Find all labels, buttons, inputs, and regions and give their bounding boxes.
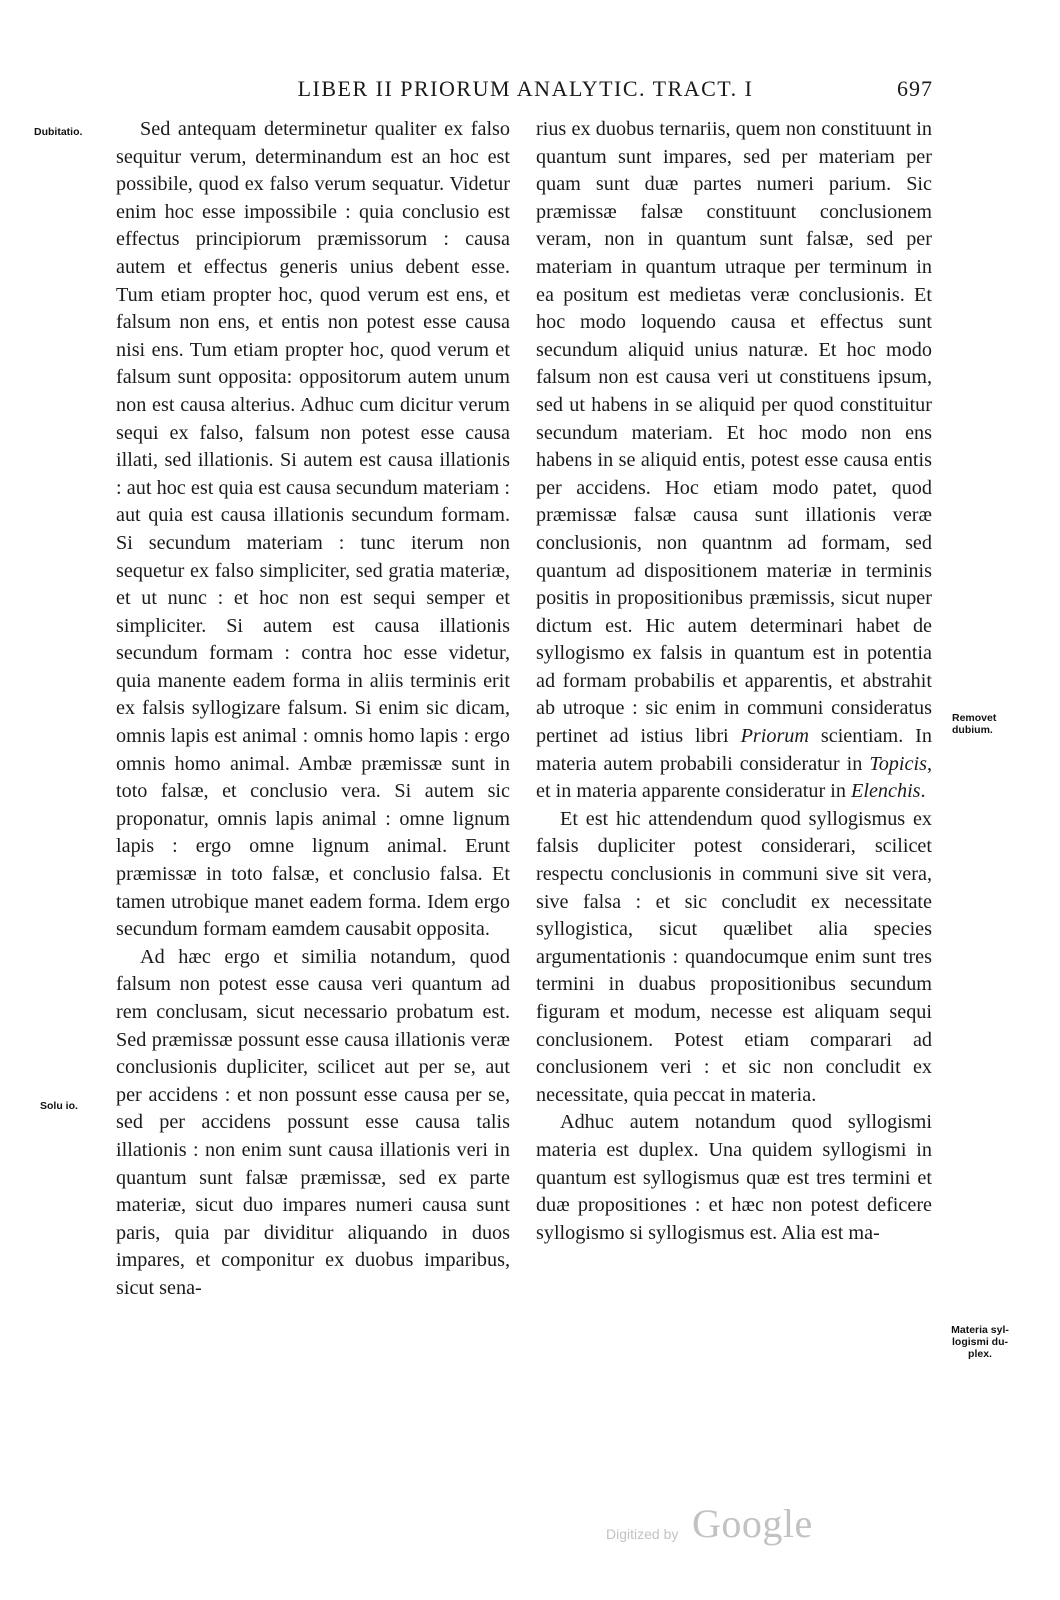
emphasis-topicis: Topicis — [869, 752, 927, 775]
paragraph-text: . — [920, 780, 926, 803]
running-header — [118, 72, 933, 108]
left-column — [116, 116, 510, 1303]
margin-note-materia — [940, 1324, 1020, 1360]
paragraph-text: rius ex duobus ternariis, quem non constituunt in quantum sunt impares, sed per materiam per quam sunt duæ partes numeri parium. Sic præmissæ falsæ constituunt conclusionem veram, non in quantum sunt falsæ, sed per materiam in quantum utraque per terminum in ea positum est medietas veræ conclusionis. Et hoc modo loquendo causa et effectus sunt secundum aliquid unius naturæ. Et hoc modo falsum non est causa veri ut constituens ipsum, sed ut habens in se aliquid per quod constituitur secundum materiam. Et hoc modo non ens habens in se aliquid entis, potest esse causa entis per accidens. Hoc etiam modo patet, quod præmissæ falsæ causa sunt illationis veræ conclusionis, non quantnm ad formam, sed quantum ad dispositionem materiæ in terminis positis in propositionibus præmissis, sicut nuper dictum est. Hic autem determinari habet de syllogismo ex falsis in quantum est in potentia ad formam probabilis et apparentis, et abstrahit ab utroque : sic enim in communi consideratus pertinet ad istius libri — [536, 118, 932, 748]
paragraph-text: scientiam. In materia autem probabili consideratur in — [536, 725, 932, 775]
margin-note-removet — [952, 712, 996, 736]
running-title: LIBER II PRIORUM ANALYTIC. TRACT. I — [297, 76, 754, 101]
paragraph: Et est hic attendendum quod syllogismus ex falsis dupliciter potest considerari, scilicet respectu conclusionis in communi sive sit vera, sive falsa : et sic concludit ex necessitate syllogistica, sicut quælibet alia species argumentationis : quandocumque enim sunt tres termini in duabus propositionibus secundum figuram et modum, necesse est aliquam sequi conclusionem. Potest etiam comparari ad conclusionem veri : et sic non concludit ex necessitate, quia peccat in materia. — [536, 807, 932, 1106]
margin-note-line: plex. — [968, 1348, 992, 1360]
margin-note-dubitatio: Dubitatio. — [34, 126, 83, 138]
margin-note-line: Removet — [952, 712, 997, 724]
emphasis-elenchis: Elenchis — [851, 780, 921, 803]
paragraph: Ad hæc ergo et similia notandum, quod falsum non potest esse causa veri quantum ad rem conclusam, sicut necessario probatum est. Sed præmissæ possunt esse causa illationis veræ conclusionis dupliciter, scilicet aut per se, aut per accidens : et non possunt esse causa per se, sed per accidens possunt esse causa talis illationis : non enim sunt causa illationis veri in quantum sunt falsæ præmissæ, sed ex parte materiæ, sicut duo impares numeri causa sunt paris, quia par dividitur aliquando in duos impares, et componitur ex duobus imparibus, sicut sena- — [116, 945, 510, 1299]
page-number: 697 — [897, 76, 933, 101]
paragraph: Adhuc autem notandum quod syllogismi materia est duplex. Una quidem syllogismi in quantum est syllogismus quæ est tres termini et duæ propositiones : et hæc non potest deficere syllogismo si syllogismus est. Alia est ma- — [536, 1111, 932, 1244]
digitized-by-text: Digitized by — [606, 1526, 679, 1542]
margin-note-line: Materia syl- — [951, 1324, 1009, 1336]
paragraph — [536, 116, 932, 806]
margin-note-line: logismi du- — [952, 1336, 1008, 1348]
emphasis-priorum: Priorum — [740, 725, 809, 748]
paragraph-text: , et in materia apparente consideratur in — [536, 752, 932, 803]
google-logo: Google — [692, 1501, 813, 1546]
margin-note-line: dubium. — [952, 724, 993, 736]
right-column — [536, 116, 932, 1247]
paragraph: Sed antequam determinetur qualiter ex falso sequitur verum, determinandum est an hoc est possibile, quod ex falso verum sequatur. Videtur enim hoc esse impossibile : quia conclusio est effectus principiorum præmissorum : causa autem et effectus generis unius debent esse. Tum etiam propter hoc, quod verum est ens, et falsum non ens, et entis non potest esse causa nisi ens. Tum etiam propter hoc, quod verum et falsum sunt opposita: oppositorum autem unum non est causa alterius. Adhuc cum dicitur verum sequi ex falso, falsum non potest esse causa illati, sed illationis. Si autem est causa illationis : aut hoc est quia est causa secundum materiam : aut quia est causa illationis secundum formam. Si secundum materiam : tunc iterum non sequetur ex falso simpliciter, sed gratia materiæ, et ut nunc : et hoc non est sequi semper et simpliciter. Si autem est causa illationis secundum formam : contra hoc esse videtur, quia manente eadem forma in aliis terminis erit ex falsis syllogizare falsum. Si enim sic dicam, omnis lapis est animal : omnis homo lapis : ergo omnis homo animal. Ambæ præmissæ sunt in toto falsæ, et conclusio vera. Si autem sic proponatur, omnis lapis animal : omne lignum lapis : ergo omne lignum animal. Erunt præmissæ in toto falsæ, et conclusio falsa. Et tamen utrobique manet eadem forma. Idem ergo secundum formam eamdem causabit opposita. — [116, 118, 510, 941]
margin-note-solutio: Solu io. — [40, 1100, 78, 1112]
